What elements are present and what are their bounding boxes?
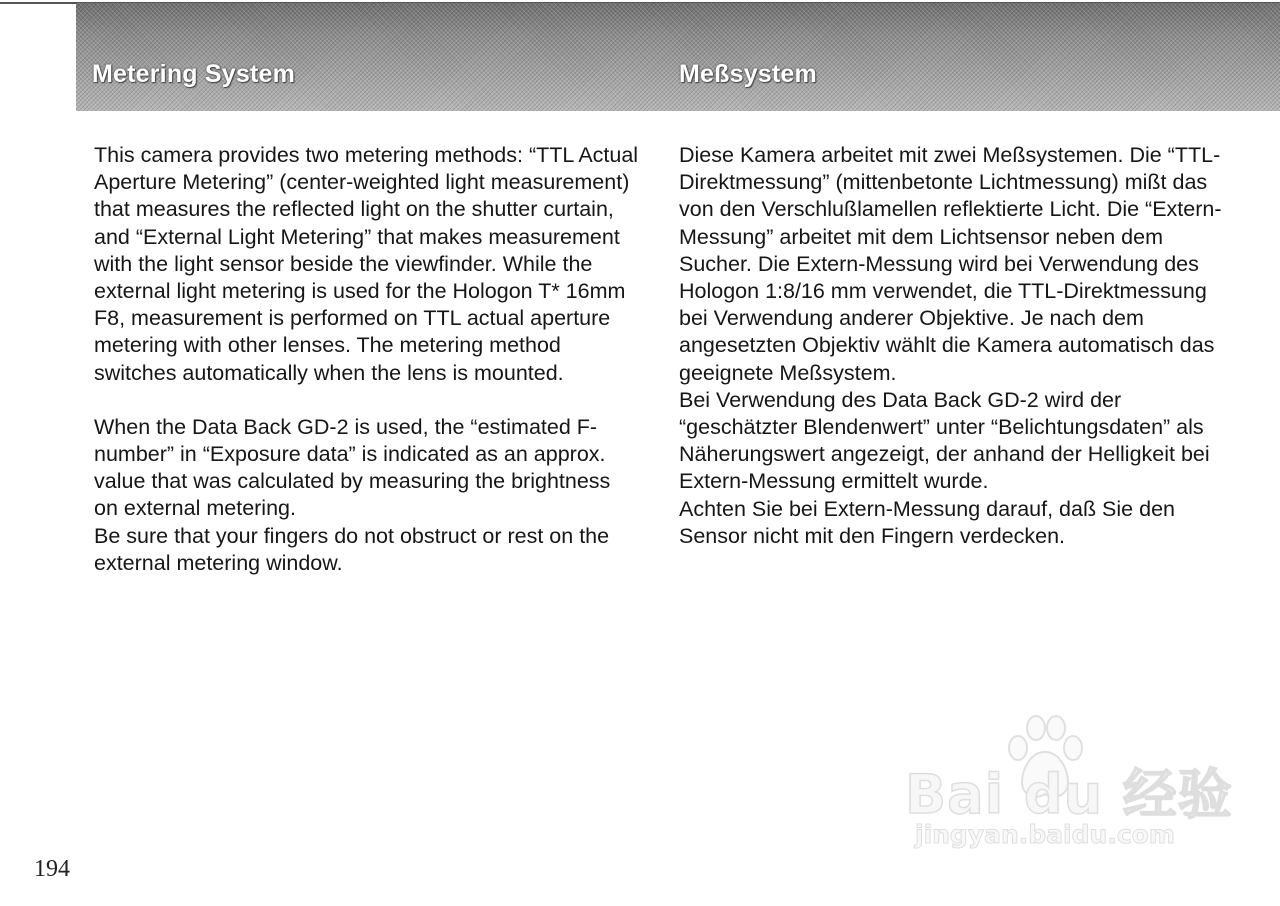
page-number: 194 — [34, 856, 70, 882]
english-paragraph-1: This camera provides two metering methods: “TTL Actual Aperture Metering” (center-weighted light measurement) that measures the reflected light on the shutter curtain, and “External Light Metering” that makes measurement with the light sensor beside the viewfinder. While the external light metering is used for the Hologon T* 16mm F8, measurement is performed on TTL actual aperture metering with other lenses. The metering method switches automatically when the lens is mounted. — [94, 143, 639, 385]
english-column — [94, 142, 639, 577]
section-title-en: Metering System — [92, 60, 296, 88]
german-paragraph-1: Diese Kamera arbeitet mit zwei Meßsystemen. Die “TTL-Direktmessung” (mittenbetonte Lichtmessung) mißt das von den Verschlußlamellen reflektierte Licht. Die “Extern-Messung” arbeitet mit dem Lichtsensor neben dem Sucher. Die Extern-Messung wird bei Verwendung des Hologon 1:8/16 mm verwendet, die TTL-Direktmessung bei Verwendung anderer Objektive. Je nach dem angesetzten Objektiv wählt die Kamera automatisch das geeignete Meßsystem. — [679, 143, 1222, 385]
watermark-brand: Bai du 经验 — [905, 763, 1233, 826]
english-paragraph-3: Be sure that your fingers do not obstruct or rest on the external metering window. — [94, 523, 610, 575]
german-paragraph-3: Achten Sie bei Extern-Messung darauf, daß Sie den Sensor nicht mit den Fingern verdecken. — [679, 496, 1175, 548]
german-paragraph-2: Bei Verwendung des Data Back GD-2 wird der “geschätzter Blendenwert” unter “Belichtungsdaten” als Näherungswert angezeigt, der anhand der Helligkeit bei Extern-Messung ermittelt wurde. — [679, 387, 1210, 494]
section-title-de: Meßsystem — [679, 60, 817, 88]
english-paragraph-2: When the Data Back GD-2 is used, the “estimated F-number” in “Exposure data” is indicated as an approx. value that was calculated by measuring the brightness on external metering. — [94, 414, 611, 521]
baidu-watermark — [905, 712, 1233, 862]
header-band — [76, 3, 1280, 111]
german-column — [679, 142, 1239, 550]
watermark-site: jingyan.baidu.com — [915, 820, 1175, 849]
